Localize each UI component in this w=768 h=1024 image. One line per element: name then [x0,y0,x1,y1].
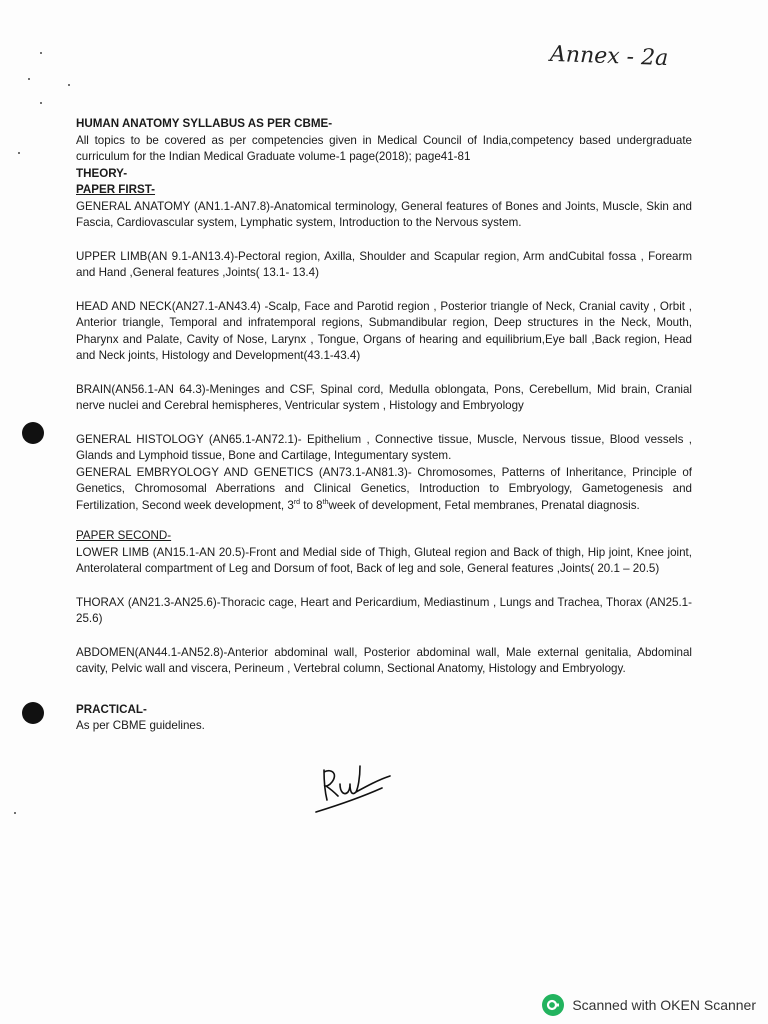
scan-speck [14,812,16,814]
section-brain: BRAIN(AN56.1-AN 64.3)-Meninges and CSF, Spinal cord, Medulla oblongata, Pons, Cerebellum, Mid brain, Cranial nerve nuclei and Cerebral hemispheres, Ventricular system , Histology and Embryology [76,382,692,412]
scan-speck [40,102,42,104]
section-general-embryology [76,465,692,515]
section-upper-limb: UPPER LIMB(AN 9.1-AN13.4)-Pectoral region, Axilla, Shoulder and Scapular region, Arm andCubital fossa , Forearm and Hand ,General features ,Joints( 13.1- 13.4) [76,249,692,279]
scanner-icon [542,994,564,1016]
scan-speck [68,84,70,86]
syllabus-document [76,116,692,735]
section-general-anatomy: GENERAL ANATOMY (AN1.1-AN7.8)-Anatomical terminology, General features of Bones and Joints, Muscle, Skin and Fascia, Cardiovascular system, Lymphatic system, Introduction to the Nervous system. [76,199,692,229]
section-abdomen: ABDOMEN(AN44.1-AN52.8)-Anterior abdominal wall, Posterior abdominal wall, Male external genitalia, Abdominal cavity, Pelvic wall and viscera, Perineum , Vertebral column, Sectional Anatomy, Histology and Embryology. [76,645,692,675]
paper-first-label: PAPER FIRST- [76,183,156,196]
practical-label: PRACTICAL- [76,702,147,716]
embryology-text-b: to 8 [300,498,323,512]
section-head-neck: HEAD AND NECK(AN27.1-AN43.4) -Scalp, Face and Parotid region , Posterior triangle of Neck, Cranial cavity , Orbit , Anterior triangle, Temporal and infratemporal regions, Submandibular region, Deep structures in the Neck, Mouth, Pharynx and Palate, Cavity of Nose, Larynx , Tongue, Organs of hearing and equilibrium,Eye ball ,Back region, Head and Neck joints, Histology and Development(43.1-43.4) [76,299,692,362]
document-heading: HUMAN ANATOMY SYLLABUS AS PER CBME- [76,117,333,130]
scan-speck [18,152,20,154]
punch-hole-bottom [22,702,44,724]
superscript-rd: rd [293,498,301,506]
superscript-th: th [322,498,329,506]
scan-speck [40,52,42,54]
embryology-text-c: week of development, Fetal membranes, Prenatal diagnosis. [328,498,640,512]
embryology-text-a: GENERAL EMBRYOLOGY AND GENETICS (AN73.1-AN81.3)- Chromosomes, Patterns of Inheritance, Principle of Genetics, Chromosomal Aberrations and Clinical Genetics, Introduction to Embryology, Gametogenesis and Fertilization, Second week development, 3 [76,465,692,512]
scanner-footer [542,994,756,1016]
theory-label: THEORY- [76,166,128,180]
section-general-histology: GENERAL HISTOLOGY (AN65.1-AN72.1)- Epithelium , Connective tissue, Muscle, Nervous tissue, Blood vessels , Glands and Lymphoid tissue, Bone and Cartilage, Integumentary system. [76,432,692,462]
punch-hole-top [22,422,44,444]
intro-paragraph: All topics to be covered as per competencies given in Medical Council of India,competency based undergraduate curriculum for the Indian Medical Graduate volume-1 page(2018); page41-81 [76,133,692,163]
scanner-footer-text: Scanned with OKEN Scanner [572,997,756,1013]
section-lower-limb: LOWER LIMB (AN15.1-AN 20.5)-Front and Medial side of Thigh, Gluteal region and Back of thigh, Hip joint, Knee joint, Anterolateral compartment of Leg and Dorsum of foot, Back of leg and sole, General features ,Joints( 20.1 – 20.5) [76,545,692,575]
paper-second-label: PAPER SECOND- [76,529,172,542]
scan-speck [28,78,30,80]
signature-mark [312,762,396,816]
handwritten-annex-label: Annex - 2a [549,41,669,72]
practical-text: As per CBME guidelines. [76,719,205,732]
section-thorax: THORAX (AN21.3-AN25.6)-Thoracic cage, Heart and Pericardium, Mediastinum , Lungs and Trachea, Thorax (AN25.1-25.6) [76,595,692,625]
